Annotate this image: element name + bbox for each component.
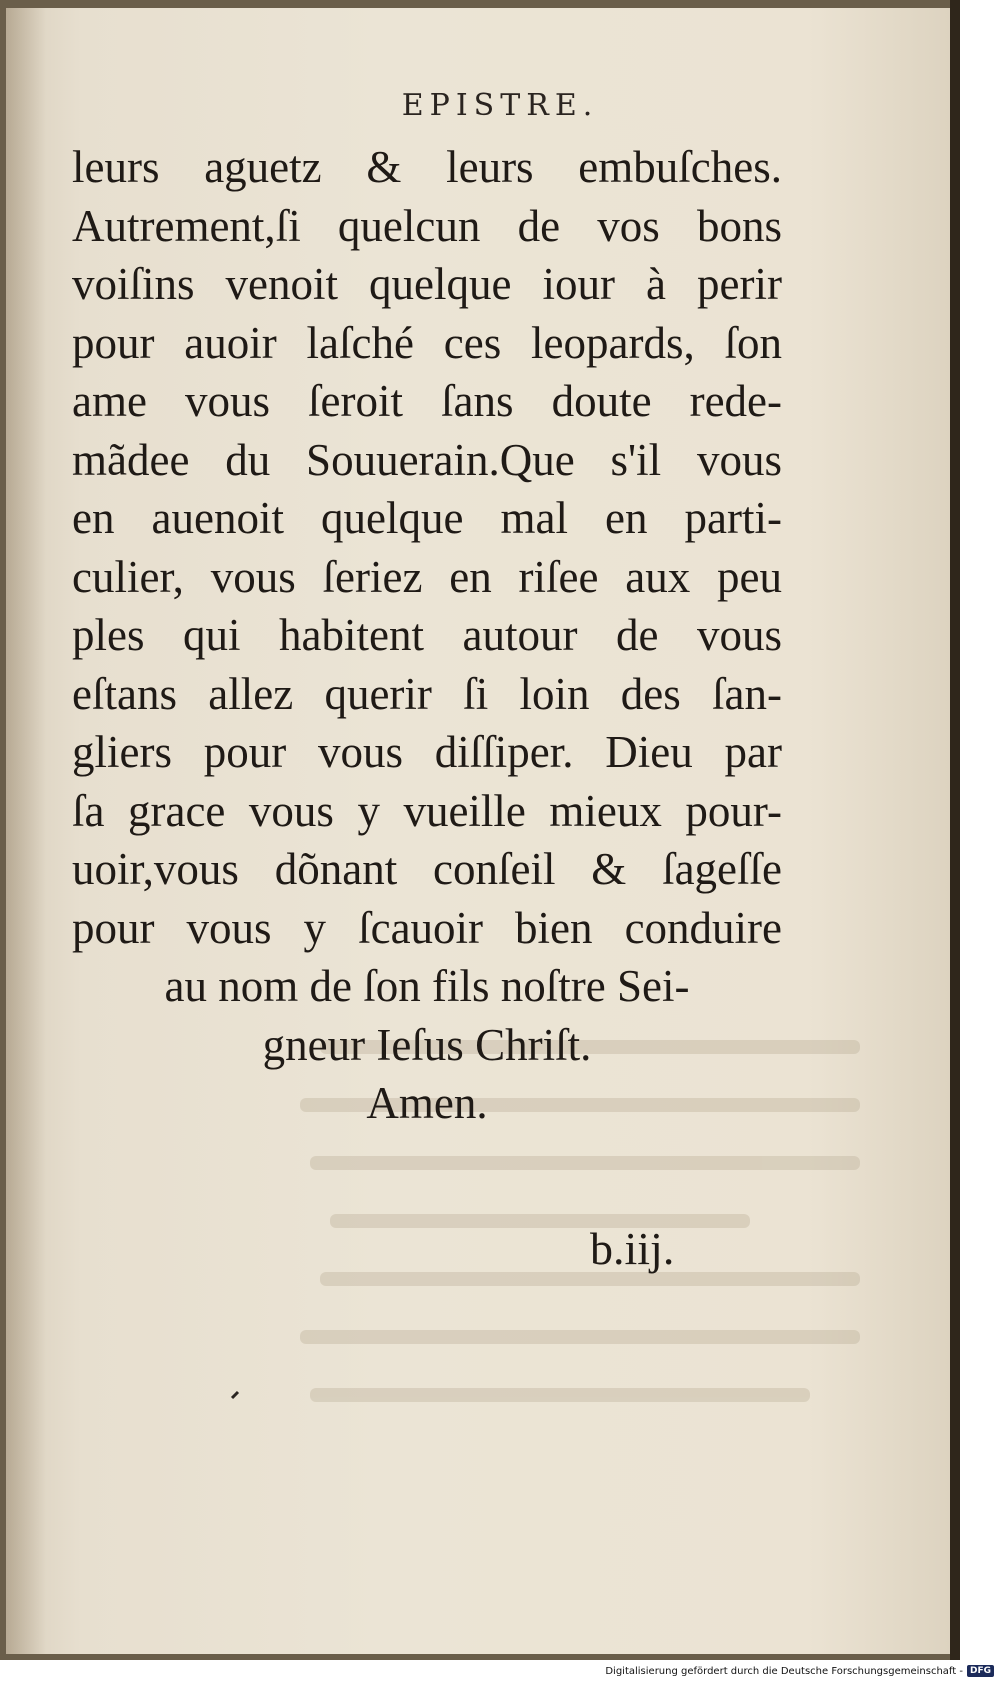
body-text	[72, 138, 782, 1133]
text-line: eſtans allez querir ſi loin des ſan-	[72, 668, 782, 719]
page-gutter	[6, 8, 46, 1654]
text-line: gliers pour vous diſſiper. Dieu par	[72, 727, 782, 777]
text-line: en auenoit quelque mal en parti-	[72, 493, 782, 543]
running-head: EPISTRE.	[401, 88, 599, 123]
digitization-credit	[605, 1665, 994, 1677]
credit-text: Digitalisierung gefördert durch die Deutsche Forschungsgemeinschaft -	[605, 1665, 963, 1677]
text-line: ſa grace vous y vueille mieux pour-	[72, 785, 782, 836]
text-line: ame vous ſeroit ſans doute rede-	[72, 376, 782, 426]
page-edge	[950, 0, 960, 1660]
text-line: culier, vous ſeriez en riſee aux peu	[72, 551, 782, 602]
closing-line: au nom de ſon fils noſtre Sei-	[164, 961, 690, 1011]
dfg-logo: DFG	[967, 1665, 994, 1677]
text-line: pour vous y ſcauoir bien conduire	[72, 902, 782, 953]
text-line: mãdee du Souuerain.Que s'il vous	[72, 434, 782, 485]
text-line: ples qui habitent autour de vous	[72, 610, 782, 660]
text-line: uoir,vous dõnant conſeil & ſageſſe	[72, 844, 782, 894]
text-line: voiſins venoit quelque iour à perir	[72, 259, 782, 309]
signature-mark: b.iij.	[590, 1223, 675, 1274]
text-line: leurs aguetz & leurs embuſches.	[72, 142, 782, 192]
closing-line: Amen.	[366, 1078, 488, 1128]
text-line: pour auoir laſché ces leopards, ſon	[72, 317, 782, 368]
text-line: Autrement,ſi quelcun de vos bons	[72, 200, 782, 251]
closing-line: gneur Ieſus Chriſt.	[262, 1019, 592, 1070]
